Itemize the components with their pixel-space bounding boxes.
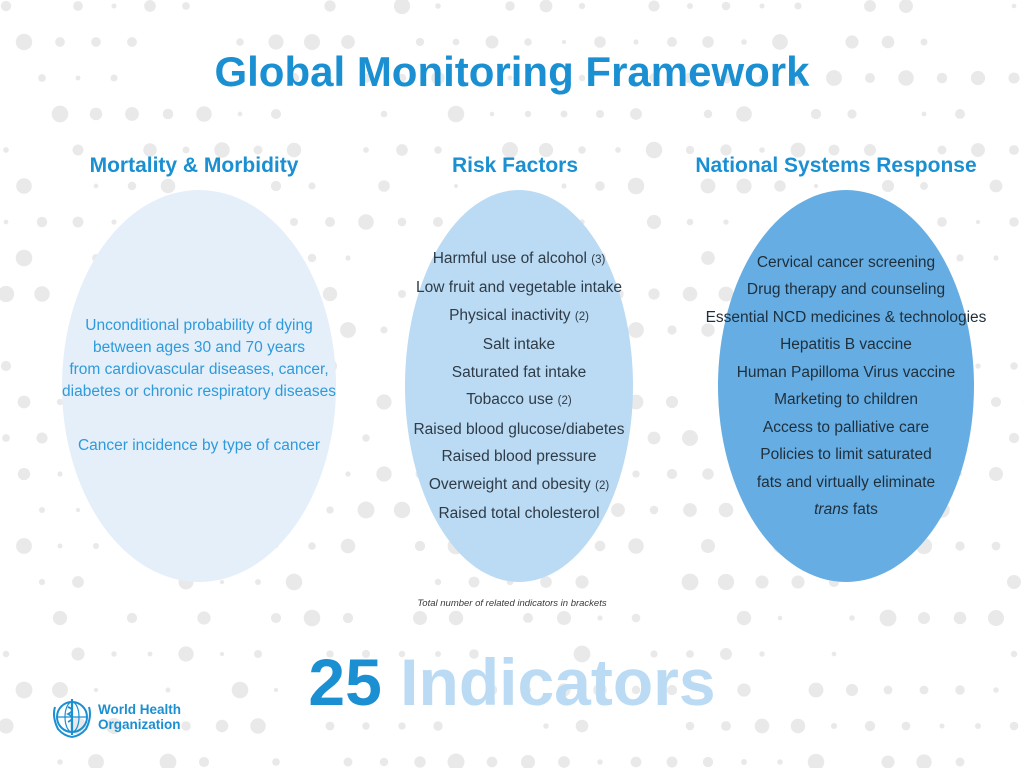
indicator-count: (2) [574, 310, 589, 323]
mortality-oval [62, 190, 336, 582]
national-system-item: Hepatitis B vaccine [780, 336, 912, 353]
risk-factor-item: Physical inactivity (2) [449, 306, 589, 324]
risk-factor-item: Tobacco use (2) [466, 391, 572, 408]
who-wordmark: World Health Organization [98, 702, 182, 732]
mortality-line: Unconditional probability of dying [85, 317, 313, 334]
national-system-item: Essential NCD medicines & technologies [705, 308, 987, 326]
cancer-incidence-line: Cancer incidence by type of cancer [77, 437, 321, 454]
risk-factor-item: Saturated fat intake [451, 363, 587, 381]
national-system-item: Policies to limit saturated [760, 446, 932, 463]
risk-factor-item: Harmful use of alcohol (3) [432, 249, 606, 267]
national-system-item: fats and virtually eliminate [756, 473, 936, 491]
indicators-word: Indicators [400, 645, 716, 719]
risk-factor-item: Low fruit and vegetable intake [416, 279, 622, 296]
indicator-count: (3) [591, 253, 606, 266]
risk-factor-item: Overweight and obesity (2) [428, 475, 610, 493]
risk-factors-list [413, 245, 624, 528]
national-system-item: Drug therapy and counseling [746, 281, 946, 298]
indicators-number: 25 [308, 645, 382, 719]
national-systems-heading: National Systems Response [695, 154, 977, 177]
mortality-indicator-text [62, 315, 336, 457]
indicator-count: (2) [595, 479, 610, 492]
risk-factors-heading: Risk Factors [451, 154, 579, 177]
mortality-heading: Mortality & Morbidity [89, 154, 299, 177]
mortality-line: diabetes or chronic respiratory diseases [62, 383, 336, 400]
risk-factor-item: Raised blood glucose/diabetes [413, 420, 625, 438]
national-system-item: Access to palliative care [762, 418, 930, 436]
national-systems-oval [705, 190, 987, 582]
mortality-line: from cardiovascular diseases, cancer, [69, 361, 329, 378]
footnote: Total number of related indicators in brackets [417, 598, 607, 609]
risk-factors-oval [405, 190, 633, 582]
national-system-item: Marketing to children [774, 391, 918, 408]
mortality-line: between ages 30 and 70 years [93, 339, 305, 356]
national-systems-list [706, 249, 987, 524]
risk-factor-item: Salt intake [482, 336, 556, 353]
page-title: Global Monitoring Framework [214, 48, 810, 95]
who-logo [50, 695, 181, 739]
risk-factor-item: Raised total cholesterol [438, 505, 600, 522]
national-system-item: Cervical cancer screening [756, 253, 936, 271]
national-system-item: Human Papilloma Virus vaccine [736, 363, 956, 381]
national-system-item: trans fats [814, 501, 878, 518]
who-emblem-icon [50, 695, 94, 739]
indicator-count: (2) [557, 395, 572, 407]
risk-factor-item: Raised blood pressure [441, 448, 597, 465]
